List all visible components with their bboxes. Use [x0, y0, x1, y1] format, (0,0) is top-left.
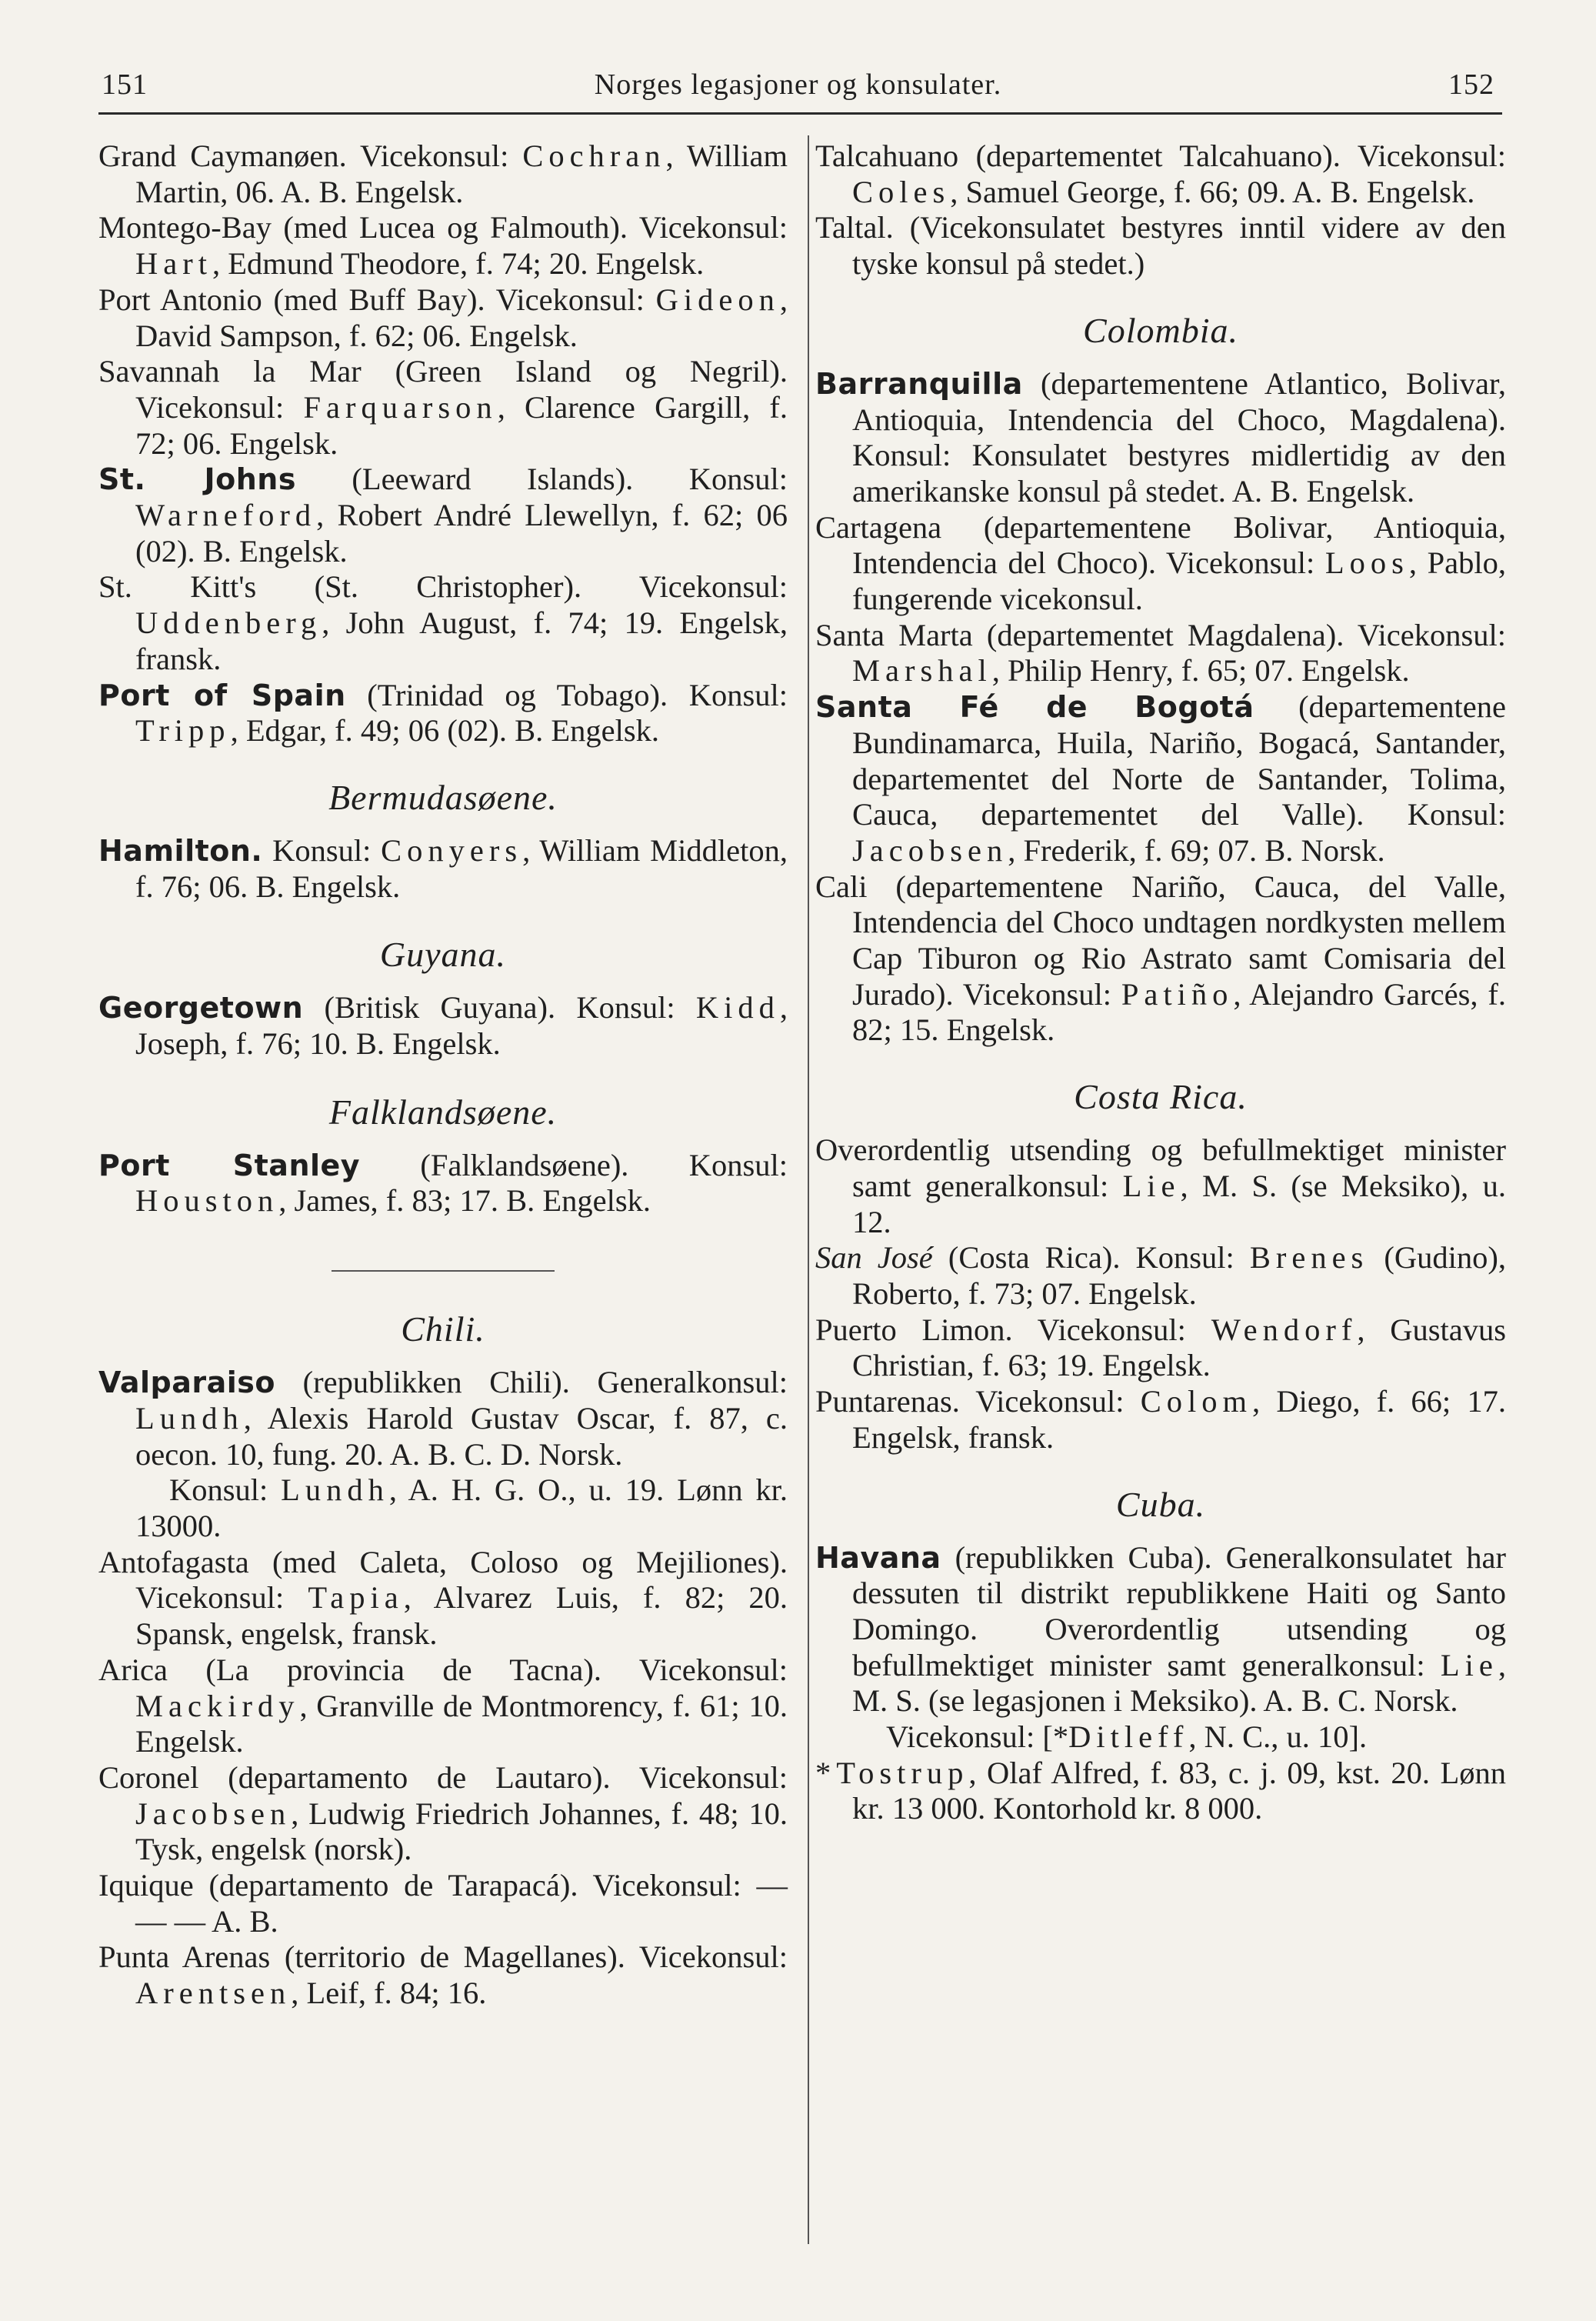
section-heading: Guyana. — [379, 935, 507, 975]
consulate-entry: Cartagena (departementene Bolivar, Antioquia, Intendencia del Choco). Vicekonsul: Loos, Pablo, fungerende vicekonsul. — [815, 509, 1506, 617]
consulate-entry: Arica (La provincia de Tacna). Vicekonsul: Mackirdy, Granville de Montmorency, f. 61; 10. Engelsk. — [98, 1652, 788, 1759]
consulate-entry: St. Johns (Leeward Islands). Konsul: Warneford, Robert André Llewellyn, f. 62; 06 (02). B. Engelsk. — [98, 462, 788, 569]
consulate-entry: Talcahuano (departementet Talcahuano). Vicekonsul: Coles, Samuel George, f. 66; 09. A. B. Engelsk. — [815, 138, 1506, 209]
consulate-entry: Hamilton. Konsul: Conyers, William Middleton, f. 76; 06. B. Engelsk. — [98, 832, 788, 904]
consulate-entry: Port of Spain (Trinidad og Tobago). Konsul: Tripp, Edgar, f. 49; 06 (02). B. Engelsk. — [98, 677, 788, 749]
consulate-entry: Taltal. (Vicekonsulatet bestyres inntil videre av den tyske konsul på stedet.) — [815, 210, 1506, 282]
consulate-entry: Puerto Limon. Vicekonsul: Wendorf, Gustavus Christian, f. 63; 19. Engelsk. — [815, 1312, 1507, 1383]
page-number-right: 152 — [1448, 68, 1494, 101]
consulate-entry: Puntarenas. Vicekonsul: Colom, Diego, f. 66; 17. Engelsk, fransk. — [815, 1384, 1506, 1455]
section-heading: Colombia. — [1083, 310, 1238, 350]
consulate-entry: Valparaiso (republikken Chili). Generalkonsul: Lundh, Alexis Harold Gustav Oscar, f. 87, c. oecon. 10, fung. 20. A. B. C. D. Norsk. — [98, 1365, 788, 1472]
left-column — [98, 138, 788, 2012]
consulate-entry: Overordentlig utsending og befullmektiget minister samt generalkonsul: Lie, M. S. (se Meksiko), u. 12. — [815, 1132, 1506, 1239]
consulate-entry: Santa Fé de Bogotá (departementene Bundinamarca, Huila, Nariño, Bogacá, Santander, departementet del Norte de Santander, Tolima, Cauca, departementet del Valle). Konsul: Jacobsen, Frederik, f. 69; 07. B. Norsk. — [815, 689, 1506, 868]
running-title: Norges legasjoner og konsulater. — [594, 68, 1002, 101]
consulate-entry: Punta Arenas (territorio de Magellanes). Vicekonsul: Arentsen, Leif, f. 84; 16. — [98, 1939, 788, 2011]
consulate-entry: Cali (departementene Nariño, Cauca, del Valle, Intendencia del Choco undtagen nordkysten mellem Cap Tiburon og Rio Astrato samt Comisaria del Jurado). Vicekonsul: Patiño, Alejandro Garcés, f. 82; 15. Engelsk. — [815, 869, 1507, 1048]
section-heading: Cuba. — [1115, 1484, 1206, 1524]
consulate-entry: Antofagasta (med Caleta, Coloso og Mejiliones). Vicekonsul: Tapia, Alvarez Luis, f. 82; 20. Spansk, engelsk, fransk. — [98, 1544, 788, 1652]
section-heading: Costa Rica. — [1074, 1077, 1248, 1117]
section-heading: Falklandsøene. — [328, 1092, 558, 1132]
consulate-entry: Santa Marta (departementet Magdalena). Vicekonsul: Marshal, Philip Henry, f. 65; 07. Engelsk. — [815, 617, 1506, 689]
consulate-entry: Coronel (departamento de Lautaro). Vicekonsul: Jacobsen, Ludwig Friedrich Johannes, f. 48; 10. Tysk, engelsk (norsk). — [98, 1759, 788, 1867]
page-header — [102, 68, 1494, 111]
consulate-entry: Port Antonio (med Buff Bay). Vicekonsul: Gideon, David Sampson, f. 62; 06. Engelsk. — [98, 282, 788, 353]
consulate-entry: Barranquilla (departementene Atlantico, Bolivar, Antioquia, Intendencia del Choco, Magdalena). Konsul: Konsulatet bestyres midlertidig av den amerikanske konsul på stedet. A. B. Engelsk. — [815, 365, 1506, 509]
consulate-entry: St. Kitt's (St. Christopher). Vicekonsul: Uddenberg, John August, f. 74; 19. Engelsk, fransk. — [98, 569, 788, 676]
consulate-entry: Grand Caymanøen. Vicekonsul: Cochran, William Martin, 06. A. B. Engelsk. — [98, 138, 788, 209]
header-rule — [98, 112, 1502, 115]
consulate-entry: Georgetown (Britisk Guyana). Konsul: Kidd, Joseph, f. 76; 10. B. Engelsk. — [98, 990, 788, 1062]
consulate-entry: Konsul: Lundh, A. H. G. O., u. 19. Lønn kr. 13000. — [135, 1472, 788, 1543]
consulate-entry: *Tostrup, Olaf Alfred, f. 83, c. j. 09, kst. 20. Lønn kr. 13 000. Kontorhold kr. 8 000. — [815, 1755, 1506, 1826]
consulate-entry: Port Stanley (Falklandsøene). Konsul: Houston, James, f. 83; 17. B. Engelsk. — [98, 1147, 788, 1219]
page-number-left: 151 — [102, 68, 148, 101]
section-heading: Chili. — [401, 1309, 485, 1349]
consulate-entry: Iquique (departamento de Tarapacá). Vicekonsul: — — — A. B. — [98, 1868, 788, 1939]
column-divider — [808, 135, 809, 2244]
consulate-entry: Havana (republikken Cuba). Generalkonsulatet har dessuten til distrikt republikkene Haiti og Santo Domingo. Overordentlig utsending og befullmektiget minister samt generalkonsul: Lie, M. S. (se legasjonen i Meksiko). A. B. C. Norsk. — [815, 1539, 1506, 1719]
consulate-entry: Savannah la Mar (Green Island og Negril). Vicekonsul: Farquarson, Clarence Gargill, f. 72; 06. Engelsk. — [98, 354, 788, 461]
section-heading: Bermudasøene. — [328, 777, 558, 817]
consulate-entry: Montego-Bay (med Lucea og Falmouth). Vicekonsul: Hart, Edmund Theodore, f. 74; 20. Engelsk. — [98, 210, 788, 282]
consulate-entry: San José (Costa Rica). Konsul: Brenes (Gudino), Roberto, f. 73; 07. Engelsk. — [815, 1240, 1506, 1311]
consulate-entry: Vicekonsul: [*Ditleff, N. C., u. 10]. — [886, 1719, 1368, 1755]
right-column — [815, 138, 1506, 1827]
